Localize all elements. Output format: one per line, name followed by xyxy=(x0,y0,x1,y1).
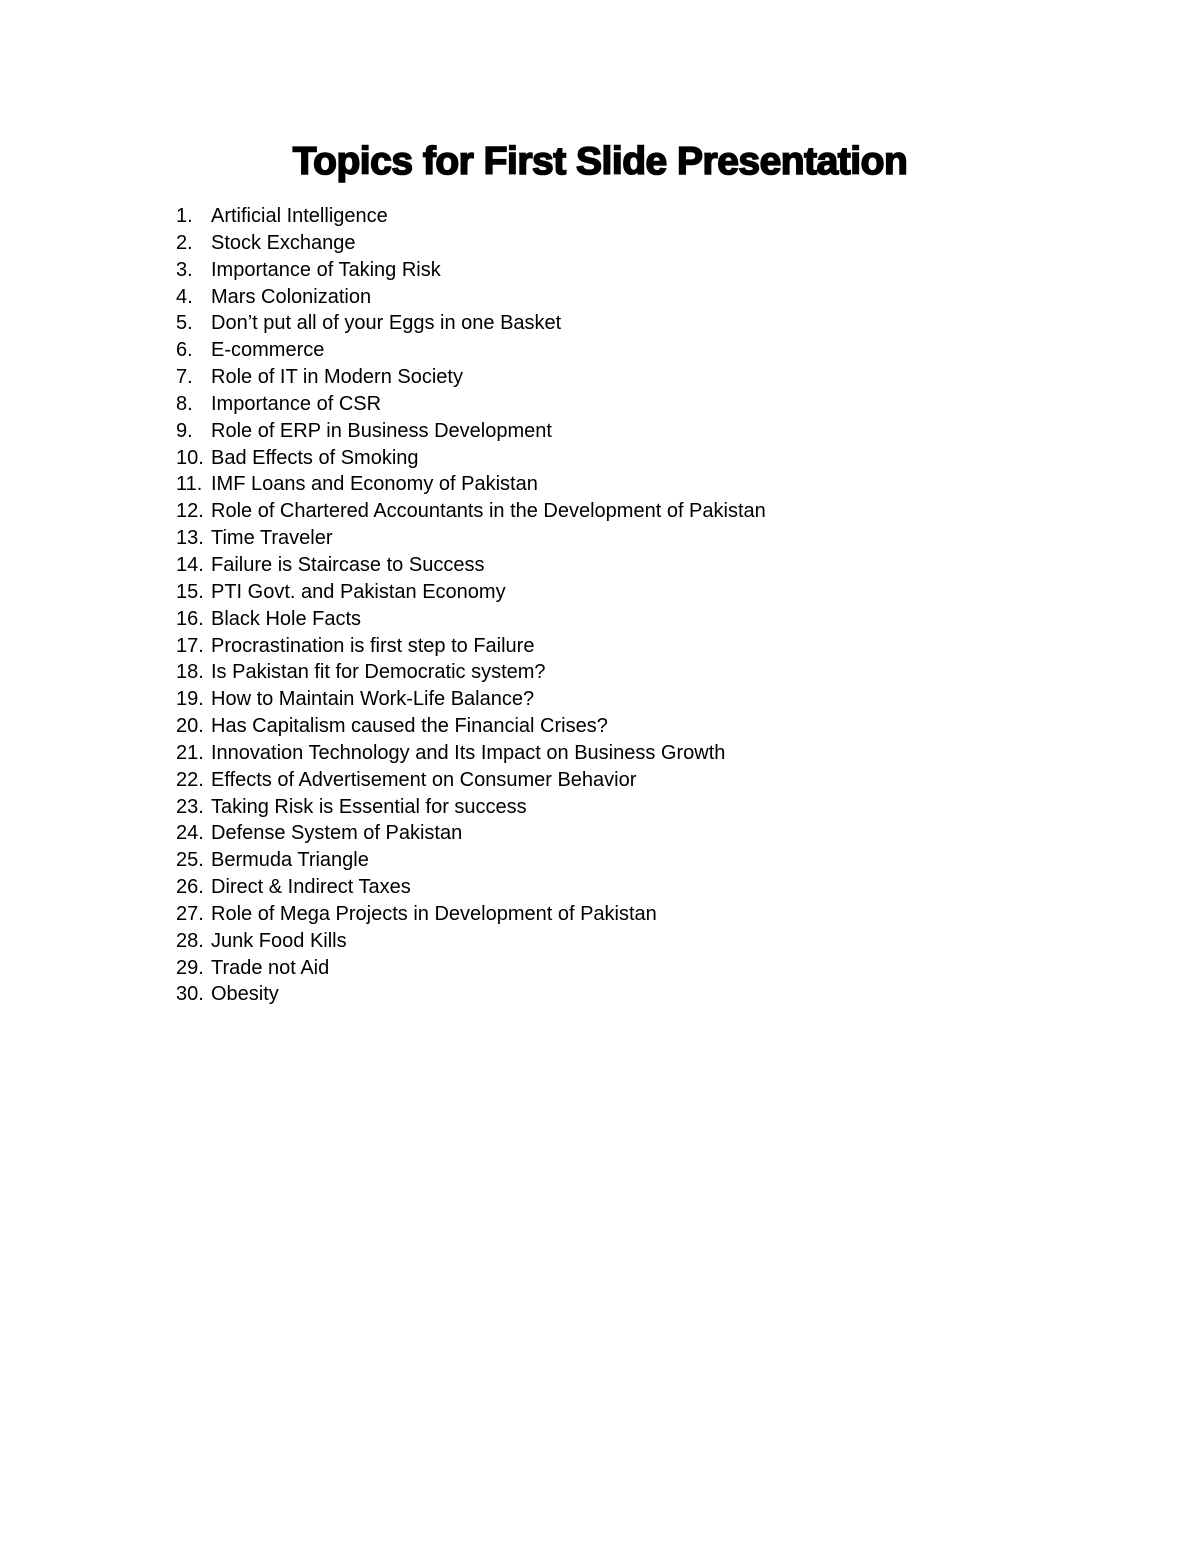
topic-number: 25. xyxy=(176,849,204,872)
topic-item xyxy=(176,230,766,257)
topic-number: 7. xyxy=(176,366,193,389)
document-title: Topics for First Slide Presentation xyxy=(292,140,908,183)
topic-item xyxy=(176,955,766,982)
topic-number: 26. xyxy=(176,876,204,899)
topic-item xyxy=(176,498,766,525)
topic-item xyxy=(176,391,766,418)
topic-text: PTI Govt. and Pakistan Economy xyxy=(211,580,506,603)
topic-item xyxy=(176,767,766,794)
topic-item xyxy=(176,847,766,874)
topic-number: 10. xyxy=(176,446,204,469)
topic-number: 5. xyxy=(176,312,193,335)
topic-text: Importance of Taking Risk xyxy=(211,258,441,281)
topic-item xyxy=(176,820,766,847)
topic-text: Is Pakistan fit for Democratic system? xyxy=(211,661,546,684)
topic-number: 16. xyxy=(176,607,204,630)
topic-item xyxy=(176,740,766,767)
topic-text: Has Capitalism caused the Financial Crises? xyxy=(211,715,608,738)
topic-number: 4. xyxy=(176,285,193,308)
topic-item xyxy=(176,445,766,472)
topic-text: Stock Exchange xyxy=(211,231,356,254)
topic-number: 12. xyxy=(176,500,204,523)
topic-item xyxy=(176,337,766,364)
topic-item xyxy=(176,364,766,391)
topic-text: Role of ERP in Business Development xyxy=(211,419,552,442)
topic-text: Mars Colonization xyxy=(211,285,372,308)
topic-text: Black Hole Facts xyxy=(211,607,362,630)
topic-number: 18. xyxy=(176,661,204,684)
topic-item xyxy=(176,874,766,901)
topic-number: 13. xyxy=(176,527,204,550)
topic-text: Defense System of Pakistan xyxy=(211,822,463,845)
topic-text: How to Maintain Work-Life Balance? xyxy=(211,688,535,711)
topic-number: 22. xyxy=(176,768,204,791)
topic-item xyxy=(176,928,766,955)
topic-text: Don’t put all of your Eggs in one Basket xyxy=(211,312,562,335)
topic-text: Bermuda Triangle xyxy=(211,849,369,872)
topic-item xyxy=(176,794,766,821)
topic-text: E-commerce xyxy=(211,339,325,362)
topic-number: 29. xyxy=(176,956,204,979)
topic-text: IMF Loans and Economy of Pakistan xyxy=(211,473,538,496)
topic-number: 9. xyxy=(176,419,193,442)
topic-text: Obesity xyxy=(211,983,279,1006)
topic-number: 1. xyxy=(176,205,193,227)
topic-number: 17. xyxy=(176,634,204,657)
topic-item xyxy=(176,284,766,311)
topic-item xyxy=(176,418,766,445)
topic-text: Direct & Indirect Taxes xyxy=(211,876,411,899)
topic-item xyxy=(176,659,766,686)
topic-number: 23. xyxy=(176,795,204,818)
topic-text: Procrastination is first step to Failure xyxy=(211,634,535,657)
topic-item xyxy=(176,257,766,284)
topic-item xyxy=(176,713,766,740)
topic-number: 30. xyxy=(176,983,204,1006)
topic-text: Junk Food Kills xyxy=(211,929,347,952)
topic-item xyxy=(176,606,766,633)
topic-number: 2. xyxy=(176,231,193,254)
topic-number: 21. xyxy=(176,741,204,764)
topic-list xyxy=(176,203,766,1008)
topic-number: 8. xyxy=(176,392,193,415)
topic-number: 15. xyxy=(176,580,204,603)
topic-text: Time Traveler xyxy=(211,527,333,550)
topic-item xyxy=(176,981,766,1008)
topic-item xyxy=(176,686,766,713)
topic-item xyxy=(176,471,766,498)
topic-text: Importance of CSR xyxy=(211,392,382,415)
topic-item xyxy=(176,203,766,230)
topic-item xyxy=(176,901,766,928)
topic-text: Artificial Intelligence xyxy=(211,205,388,227)
topic-text: Role of IT in Modern Society xyxy=(211,366,463,389)
topic-number: 27. xyxy=(176,902,204,925)
topic-item xyxy=(176,310,766,337)
topic-text: Role of Chartered Accountants in the Development of Pakistan xyxy=(211,500,766,523)
topic-text: Failure is Staircase to Success xyxy=(211,553,485,576)
topic-number: 20. xyxy=(176,715,204,738)
topic-number: 24. xyxy=(176,822,204,845)
topic-item xyxy=(176,579,766,606)
topic-number: 11. xyxy=(176,473,203,496)
topic-text: Bad Effects of Smoking xyxy=(211,446,419,469)
topic-number: 28. xyxy=(176,929,204,952)
topic-item xyxy=(176,552,766,579)
topic-text: Effects of Advertisement on Consumer Behavior xyxy=(211,768,637,791)
topic-text: Role of Mega Projects in Development of Pakistan xyxy=(211,902,657,925)
topic-number: 3. xyxy=(176,258,193,281)
topic-text: Taking Risk is Essential for success xyxy=(211,795,527,818)
topic-item xyxy=(176,525,766,552)
topic-text: Trade not Aid xyxy=(211,956,330,979)
topic-text: Innovation Technology and Its Impact on Business Growth xyxy=(211,741,726,764)
topic-number: 14. xyxy=(176,553,204,576)
topic-number: 6. xyxy=(176,339,193,362)
topic-number: 19. xyxy=(176,688,204,711)
topic-item xyxy=(176,633,766,660)
